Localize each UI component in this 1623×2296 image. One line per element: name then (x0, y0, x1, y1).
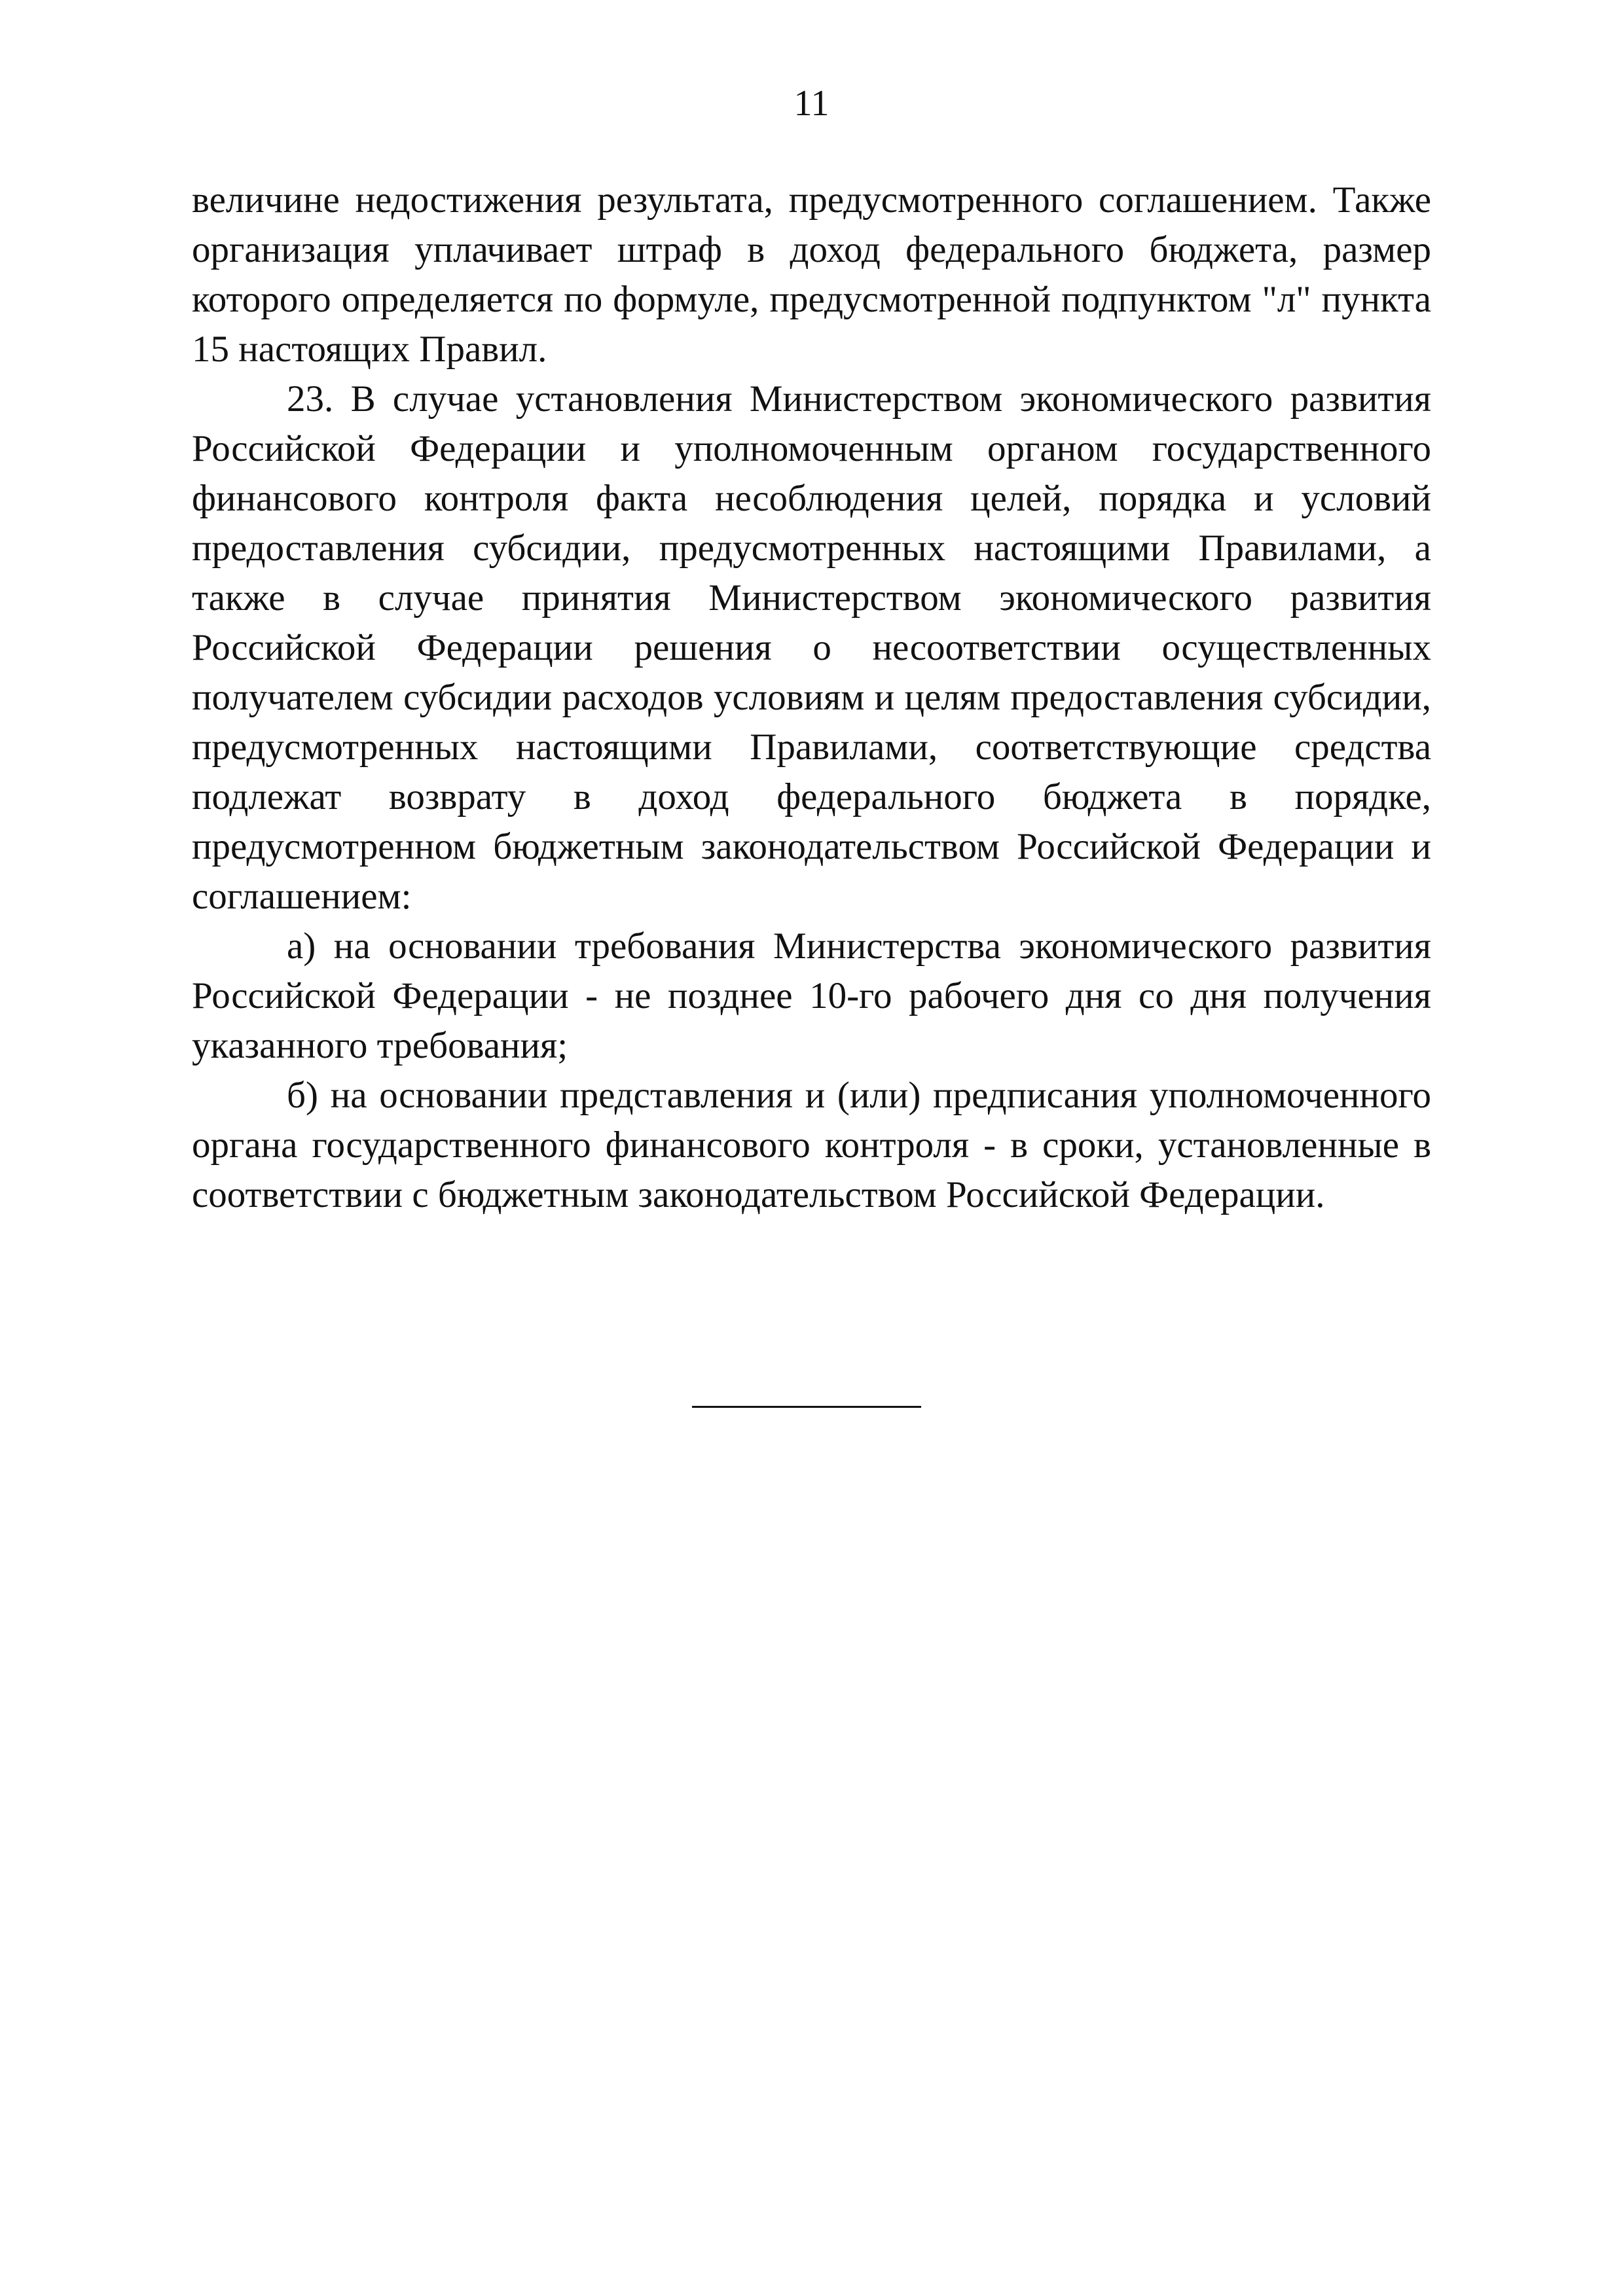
end-separator-line (692, 1406, 921, 1408)
document-body (192, 175, 1431, 1220)
paragraph-subitem-b: б) на основании представления и (или) предписания уполномоченного органа государственного финансового контроля - в сроки, установленные в соответствии с бюджетным законодательством Российской Федерации. (192, 1075, 1431, 1215)
page-number: 11 (793, 83, 830, 124)
paragraph-subitem-a: а) на основании требования Министерства экономического развития Российской Федерации - не позднее 10-го рабочего дня со дня получения указанного требования; (192, 925, 1431, 1066)
paragraph-item-23: 23. В случае установления Министерством экономического развития Российской Федерации и уполномоченным органом государственного финансового контроля факта несоблюдения целей, порядка и условий предоставления субсидии, предусмотренных настоящими Правилами, а также в случае принятия Министерством экономического развития Российской Федерации решения о несоответствии осуществленных получателем субсидии расходов условиям и целям предоставления субсидии, предусмотренных настоящими Правилами, соответствующие средства подлежат возврату в доход федерального бюджета в порядке, предусмотренном бюджетным законодательством Российской Федерации и соглашением: (192, 378, 1431, 917)
paragraph-continuation: величине недостижения результата, предусмотренного соглашением. Также организация уплачивает штраф в доход федерального бюджета, размер которого определяется по формуле, предусмотренной подпунктом "л" пункта 15 настоящих Правил. (192, 179, 1431, 370)
